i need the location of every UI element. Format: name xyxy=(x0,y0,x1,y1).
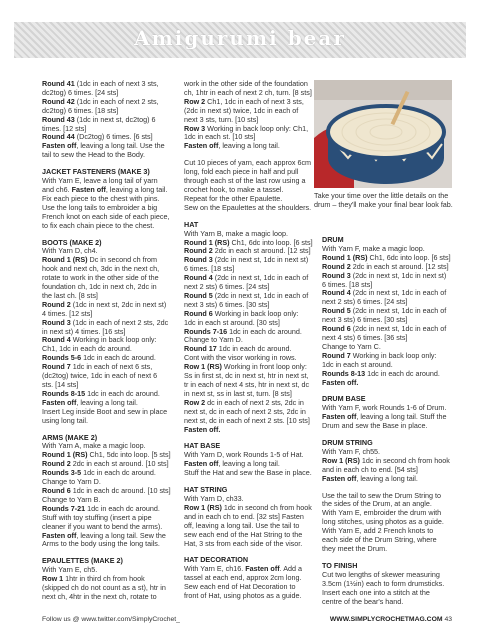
text-line: (2dc in next st) twice, 1dc in each of xyxy=(184,105,299,115)
section-heading: HAT xyxy=(184,219,199,229)
instruction-line: Round 3 (1dc in each of next 2 sts, 2dc xyxy=(42,317,169,327)
text-line: Change to Yarn B. xyxy=(42,494,101,504)
instruction-line: Round 42 (1dc in each of next 2 sts, xyxy=(42,96,159,106)
text-line: Insert Leg inside Boot and sew in place xyxy=(42,406,168,416)
step-label: Row 1 xyxy=(42,574,64,584)
section-heading: DRUM BASE xyxy=(322,394,366,404)
instruction-line: Rounds 3-5 1dc in each dc around. xyxy=(42,468,156,478)
caption-line: Take your time over the little details on the xyxy=(314,191,449,200)
page-number: 43 xyxy=(444,616,452,623)
section-heading: EPAULETTES (MAKE 2) xyxy=(42,556,123,566)
text-line: next 3 sts) 6 times. [30 sts] xyxy=(184,299,270,309)
instruction-line: Fasten off, leaving a long tail. Stuff the xyxy=(322,412,447,422)
section-heading: BOOTS (MAKE 2) xyxy=(42,237,102,247)
section-heading: HAT BASE xyxy=(184,441,221,451)
section-heading: ARMS (MAKE 2) xyxy=(42,432,98,442)
text-line: foundation ch, 1dc in next ch, 2dc in xyxy=(42,282,157,292)
step-label: Rounds 3-5 xyxy=(42,468,82,478)
drum-illustration xyxy=(314,80,452,188)
text-line: next 4 sts) 6 times. [36 sts] xyxy=(322,332,408,342)
spacer xyxy=(184,213,314,221)
text-line: next 2 sts) 6 times. [24 sts] xyxy=(184,282,270,292)
text-line: Insert each one into a stitch at the xyxy=(322,587,430,597)
text-line: French knot on each side of each piece, xyxy=(42,211,170,221)
instruction-line: Fasten off, leaving a long tail. xyxy=(42,397,138,407)
step-label: Round 17 xyxy=(184,344,217,354)
instruction-line: Fasten off, leaving a long tail. Sew the xyxy=(42,530,166,540)
instruction-line: Round 3 (2dc in next st, 1dc in next st) xyxy=(322,270,447,280)
text-line: 4 times. [12 sts] xyxy=(42,308,93,318)
step-label: Round 7 xyxy=(42,362,71,372)
footer-site-url: WWW.SIMPLYCROCHETMAG.COM xyxy=(329,616,443,623)
instruction-line: Round 41 (1dc in each of next 3 sts, xyxy=(42,79,159,88)
text-line: Cut two lengths of skewer measuring xyxy=(322,569,440,579)
column-2 xyxy=(184,80,314,601)
step-label: Fasten off xyxy=(42,141,77,151)
text-line: off, leaving a long tail. Use the tail to xyxy=(184,520,300,530)
banner-strip xyxy=(14,22,466,58)
text-line: long, fold each piece in half and pull xyxy=(184,167,299,177)
instruction-line: Round 2 2dc in each st around. [12 sts] xyxy=(184,246,311,256)
text-line: With Yarn A, make a magic loop. xyxy=(42,441,146,451)
step-label: Round 43 xyxy=(42,114,75,124)
text-line: Change to Yarn D. xyxy=(184,335,243,345)
text-line: Arms to the body using the long tails. xyxy=(42,539,160,549)
text-line: Repeat for the other Epaulette. xyxy=(184,193,283,203)
instruction-line: Round 17 1dc in each dc around. xyxy=(184,344,292,354)
caption-line: drum – they'll make your final bear look fab. xyxy=(314,199,453,209)
text-line: sts. [14 sts] xyxy=(42,380,79,389)
text-line: next ch, 4htr in the next ch, rotate to xyxy=(42,591,157,601)
text-line: sew each end of the Hat String to the xyxy=(184,529,303,539)
step-label: Round 2 xyxy=(184,246,213,256)
instruction-line: Round 4 Working in back loop only: xyxy=(42,335,157,345)
text-line: 1dc in each st. [10 sts] xyxy=(184,132,256,142)
drum-photo xyxy=(314,80,452,188)
step-label: Round 42 xyxy=(42,96,75,106)
instruction-line: Round 1 (RS) Ch1, 6dc into loop. [6 sts] xyxy=(322,252,451,262)
text-line: With Yarn B, make a magic loop. xyxy=(184,228,288,238)
instruction-line: Round 5 (2dc in next st, 1dc in each of xyxy=(322,306,447,316)
page-title: Amigurumi bear xyxy=(134,26,346,50)
text-line: With Yarn D, work Rounds 1-5 of Hat. xyxy=(184,450,304,460)
text-line: crochet hook, to make a tassel. xyxy=(184,184,284,194)
text-line: With Yarn E, ch5. xyxy=(42,565,98,575)
text-line: Ch1, 1dc in each dc around. xyxy=(42,344,132,354)
text-line: Sew each end of Hat Decoration to xyxy=(184,582,296,592)
step-label: Round 2 xyxy=(42,459,71,469)
text-line: front of Hat, using photos as a guide. xyxy=(184,591,302,601)
text-line: long stitches, using photos as a guide. xyxy=(322,517,444,527)
instruction-line: Row 1 (RS) 1dc in second ch from hook xyxy=(322,455,450,465)
step-label: Round 1 (RS) xyxy=(184,237,230,247)
text-line: With Yarn D, ch33. xyxy=(184,493,244,503)
text-line: dc2tog) 6 times. [18 sts] xyxy=(42,105,119,115)
text-line: With Yarn F, work Rounds 1-6 of Drum. xyxy=(322,403,447,413)
instruction-line: Rounds 8-15 1dc in each dc around. xyxy=(42,388,160,398)
text-line: Cut 10 pieces of yarn, each approx 6cm xyxy=(184,158,312,168)
text-line: 6 times. [18 sts] xyxy=(322,279,373,289)
instruction-line: Row 1 1htr in third ch from hook xyxy=(42,574,145,584)
text-line: 6 times. [18 sts] xyxy=(184,264,235,274)
step-label: Row 1 (RS) xyxy=(322,455,360,465)
column-3 xyxy=(322,236,452,606)
text-line: tail to sew the Head to the Body. xyxy=(42,150,145,160)
step-label: Row 2 xyxy=(184,397,206,407)
step-label: Round 6 xyxy=(42,485,71,495)
instruction-line: Round 6 1dc in each dc around. [10 sts] xyxy=(42,485,171,495)
instruction-line: Round 1 (RS) Ch1, 6dc into loop. [6 sts] xyxy=(184,237,313,247)
text-line: With Yarn D, ch4. xyxy=(42,246,98,256)
instruction-line: Round 2 2dc in each st around. [10 sts] xyxy=(42,459,169,469)
text-line: Drum and sew the Base in place. xyxy=(322,421,428,431)
step-label: Round 3 xyxy=(184,255,213,265)
step-label: Round 6 xyxy=(322,324,351,334)
section-heading: DRUM xyxy=(322,235,344,244)
instruction-line: Rounds 5-6 1dc in each dc around. xyxy=(42,353,156,363)
step-label: Fasten off xyxy=(184,141,219,151)
text-line: 1dc in each st around. [30 sts] xyxy=(184,317,280,327)
instruction-line xyxy=(184,426,314,435)
instruction-line: Round 4 (2dc in next st, 1dc in each of xyxy=(322,288,447,298)
text-line: hook and next ch, 3dc in the next ch, xyxy=(42,264,160,274)
text-line: to fix each chain piece to the chest. xyxy=(42,220,155,230)
text-line: Hat, 3 sts from each side of the visor. xyxy=(184,538,303,548)
instruction-line: Fasten off, leaving a long tail. xyxy=(184,459,280,469)
text-line: With Yarn E, embroider the drum with xyxy=(322,508,442,518)
instruction-line: Row 1 (RS) Working in front loop only: xyxy=(184,362,307,372)
step-label: Fasten off xyxy=(245,564,280,574)
instruction-line: Round 6 Working in back loop only: xyxy=(184,308,299,318)
instruction-line: Round 44 (Dc2tog) 6 times. [6 sts] xyxy=(42,132,153,142)
instruction-line: Round 3 (2dc in next st, 1dc in next st) xyxy=(184,255,309,265)
text-line: Change to Yarn C. xyxy=(322,341,381,351)
text-line: dc2tog) 6 times. [24 sts] xyxy=(42,87,119,97)
text-line: Sew on the Epaulettes at the shoulders. xyxy=(184,202,312,212)
instruction-line: Round 4 (2dc in next st, 1dc in each of xyxy=(184,273,309,283)
instruction-line: Rounds 7-21 1dc in each dc around. xyxy=(42,503,160,513)
text-line: ch, 1htr in each of next 2 ch, turn. [8 sts] xyxy=(184,87,312,97)
step-label: Round 5 xyxy=(322,306,351,316)
step-label: Round 6 xyxy=(184,308,213,318)
step-label: Fasten off xyxy=(184,459,219,469)
step-label: Rounds 8-13 xyxy=(322,368,366,378)
bold-label: Fasten off. xyxy=(322,377,359,387)
text-line: 1dc in each st around. xyxy=(322,359,393,369)
instruction-line: Row 2 dc in each of next 2 sts, 2dc in xyxy=(184,397,304,407)
text-line: tassel at each end, approx 2cm long. xyxy=(184,573,302,583)
text-line: Fix each piece to the chest with pins. xyxy=(42,193,160,203)
text-line: Change to Yarn D. xyxy=(42,477,101,487)
section-heading: JACKET FASTENERS (MAKE 3) xyxy=(42,167,150,177)
instruction-line: With Yarn E, ch16. Fasten off. Add a xyxy=(184,564,302,574)
step-label: Row 2 xyxy=(184,96,206,106)
instruction-line: Round 5 (2dc in next st, 1dc in each of xyxy=(184,290,309,300)
text-line: With Yarn F, make a magic loop. xyxy=(322,243,425,253)
text-line: centre of the bear's hand. xyxy=(322,596,404,606)
text-line: each side of the Drum String, where xyxy=(322,535,437,545)
step-label: Row 1 (RS) xyxy=(184,362,222,372)
step-label: Round 5 xyxy=(184,290,213,300)
photo-caption xyxy=(314,192,454,210)
text-line: they meet the Drum. xyxy=(322,544,388,553)
text-line: and in each ch to end. [54 sts] xyxy=(322,464,418,474)
instruction-line: and ch6. Fasten off, leaving a long tail. xyxy=(42,184,168,194)
text-line: 3.5cm (1½in) each to form drumsticks. xyxy=(322,578,445,588)
text-line: With Yarn F, ch55. xyxy=(322,446,381,456)
footer-twitter: Follow us @ www.twitter.com/SimplyCrochet_ xyxy=(42,616,180,623)
step-label: Fasten off xyxy=(322,412,357,422)
step-label: Round 7 xyxy=(322,350,351,360)
step-label: Round 3 xyxy=(322,270,351,280)
text-line: Cont with the visor working in rows. xyxy=(184,353,297,363)
text-line: times. [12 sts] xyxy=(42,123,87,133)
step-label: Rounds 5-6 xyxy=(42,353,82,363)
step-label: Round 1 (RS) xyxy=(42,255,88,265)
instruction-line: Fasten off, leaving a long tail. xyxy=(322,473,418,483)
text-line: next 2 sts) 6 times. [24 sts] xyxy=(322,297,408,307)
step-label: Round 4 xyxy=(322,288,351,298)
text-line: rotate to work in the other side of the xyxy=(42,273,159,283)
text-line: next st, dc in each of next 2 sts. [10 sts] xyxy=(184,415,310,425)
step-label: Rounds 8-15 xyxy=(42,388,86,398)
text-line: next 3 sts) 6 times. [30 sts] xyxy=(322,315,408,325)
text-line: next 3 sts, turn. [10 sts] xyxy=(184,114,259,124)
text-line: Use the long tails to embroider a big xyxy=(42,202,158,212)
text-line: the sides of the Drum, at an angle. xyxy=(322,499,432,509)
text-line: work in the other side of the foundation xyxy=(184,79,308,88)
text-line: using long tail. xyxy=(42,415,88,425)
step-label: Round 4 xyxy=(42,335,71,345)
instruction-line: Round 7 Working in back loop only: xyxy=(322,350,437,360)
step-label: Round 44 xyxy=(42,132,75,142)
text-line: Use the tail to sew the Drum String to xyxy=(322,490,442,500)
column-1 xyxy=(42,80,172,602)
text-line: Stuff with toy stuffing (insert a pipe xyxy=(42,512,152,522)
footer-site xyxy=(330,616,452,623)
step-label: Round 3 xyxy=(42,317,71,327)
instruction-line: Round 6 (2dc in next st, 1dc in each of xyxy=(322,324,447,334)
instruction-line: Round 2 (1dc in next st, 2dc in next st) xyxy=(42,299,167,309)
text-line: (dc2tog) twice, 1dc in each of next 6 xyxy=(42,371,158,381)
step-label: Rounds 7-16 xyxy=(184,326,228,336)
instruction-line: Round 7 1dc in each of next 6 sts, xyxy=(42,362,153,372)
step-label: Fasten off xyxy=(42,397,77,407)
text-line: (skipped ch do not count as a st), htr in xyxy=(42,583,166,593)
text-line: in next st, ss in last st, turn. [8 sts] xyxy=(184,388,292,398)
text-line: Stuff the Hat and sew the Base in place. xyxy=(184,468,312,478)
section-heading: TO FINISH xyxy=(322,560,358,570)
instruction-line: Row 2 Ch1, 1dc in each of next 3 sts, xyxy=(184,96,304,106)
step-label: Rounds 7-21 xyxy=(42,503,86,513)
instruction-line: Round 2 2dc in each st around. [12 sts] xyxy=(322,261,449,271)
text-line: With Yarn E, add 2 French knots to xyxy=(322,526,434,536)
text-line: the last ch. [8 sts] xyxy=(42,290,98,300)
step-label: Row 1 (RS) xyxy=(184,502,222,512)
step-label: Round 2 xyxy=(42,299,71,309)
instruction-line: Fasten off, leaving a long tail. xyxy=(184,141,280,151)
instruction-line: Row 3 Working in back loop only: Ch1, xyxy=(184,123,309,133)
step-label: Round 2 xyxy=(322,261,351,271)
step-label: Fasten off xyxy=(322,473,357,483)
section-heading: HAT STRING xyxy=(184,485,228,495)
instruction-line: Round 43 (1dc in next st, dc2tog) 6 xyxy=(42,114,156,124)
text-line: next st, dc in each of next 2 sts, 2dc in xyxy=(184,406,306,416)
step-label: Fasten off xyxy=(42,530,77,540)
instruction-line: Round 1 (RS) Dc in second ch from xyxy=(42,255,158,265)
instruction-line: Rounds 8-13 1dc in each dc around. xyxy=(322,368,440,378)
step-label: Fasten off xyxy=(71,184,106,194)
step-label: Round 1 (RS) xyxy=(42,450,88,460)
instruction-line: Row 1 (RS) 1dc in second ch from hook xyxy=(184,502,312,512)
text-line: cleaner if you want to bend the arms). xyxy=(42,521,163,531)
instruction-line: Round 1 (RS) Ch1, 5dc into loop. [5 sts] xyxy=(42,450,171,460)
banner xyxy=(0,0,480,62)
text-line: tr in each of next 4 sts, htr in next st, dc xyxy=(184,380,310,389)
text-line: Ss in first st, dc in next st, htr in next st, xyxy=(184,371,309,381)
section-heading: HAT DECORATION xyxy=(184,555,249,565)
bold-label: Fasten off. xyxy=(184,424,221,434)
text-line: in next st) 4 times. [16 sts] xyxy=(42,326,126,336)
step-label: Round 1 (RS) xyxy=(322,252,368,262)
section-heading: DRUM STRING xyxy=(322,438,373,448)
instruction-line: Rounds 7-16 1dc in each dc around. xyxy=(184,326,302,336)
text-line: With Yarn E, leave a long tail of yarn xyxy=(42,176,158,186)
text-line: and in each ch to end. [32 sts] Fasten xyxy=(184,511,304,521)
step-label: Round 41 xyxy=(42,79,75,88)
instruction-line: Fasten off, leaving a long tail. Use the xyxy=(42,141,165,151)
text-line: through each st of the last row using a xyxy=(184,176,306,186)
step-label: Row 3 xyxy=(184,123,206,133)
instruction-line xyxy=(322,379,452,388)
step-label: Round 4 xyxy=(184,273,213,283)
